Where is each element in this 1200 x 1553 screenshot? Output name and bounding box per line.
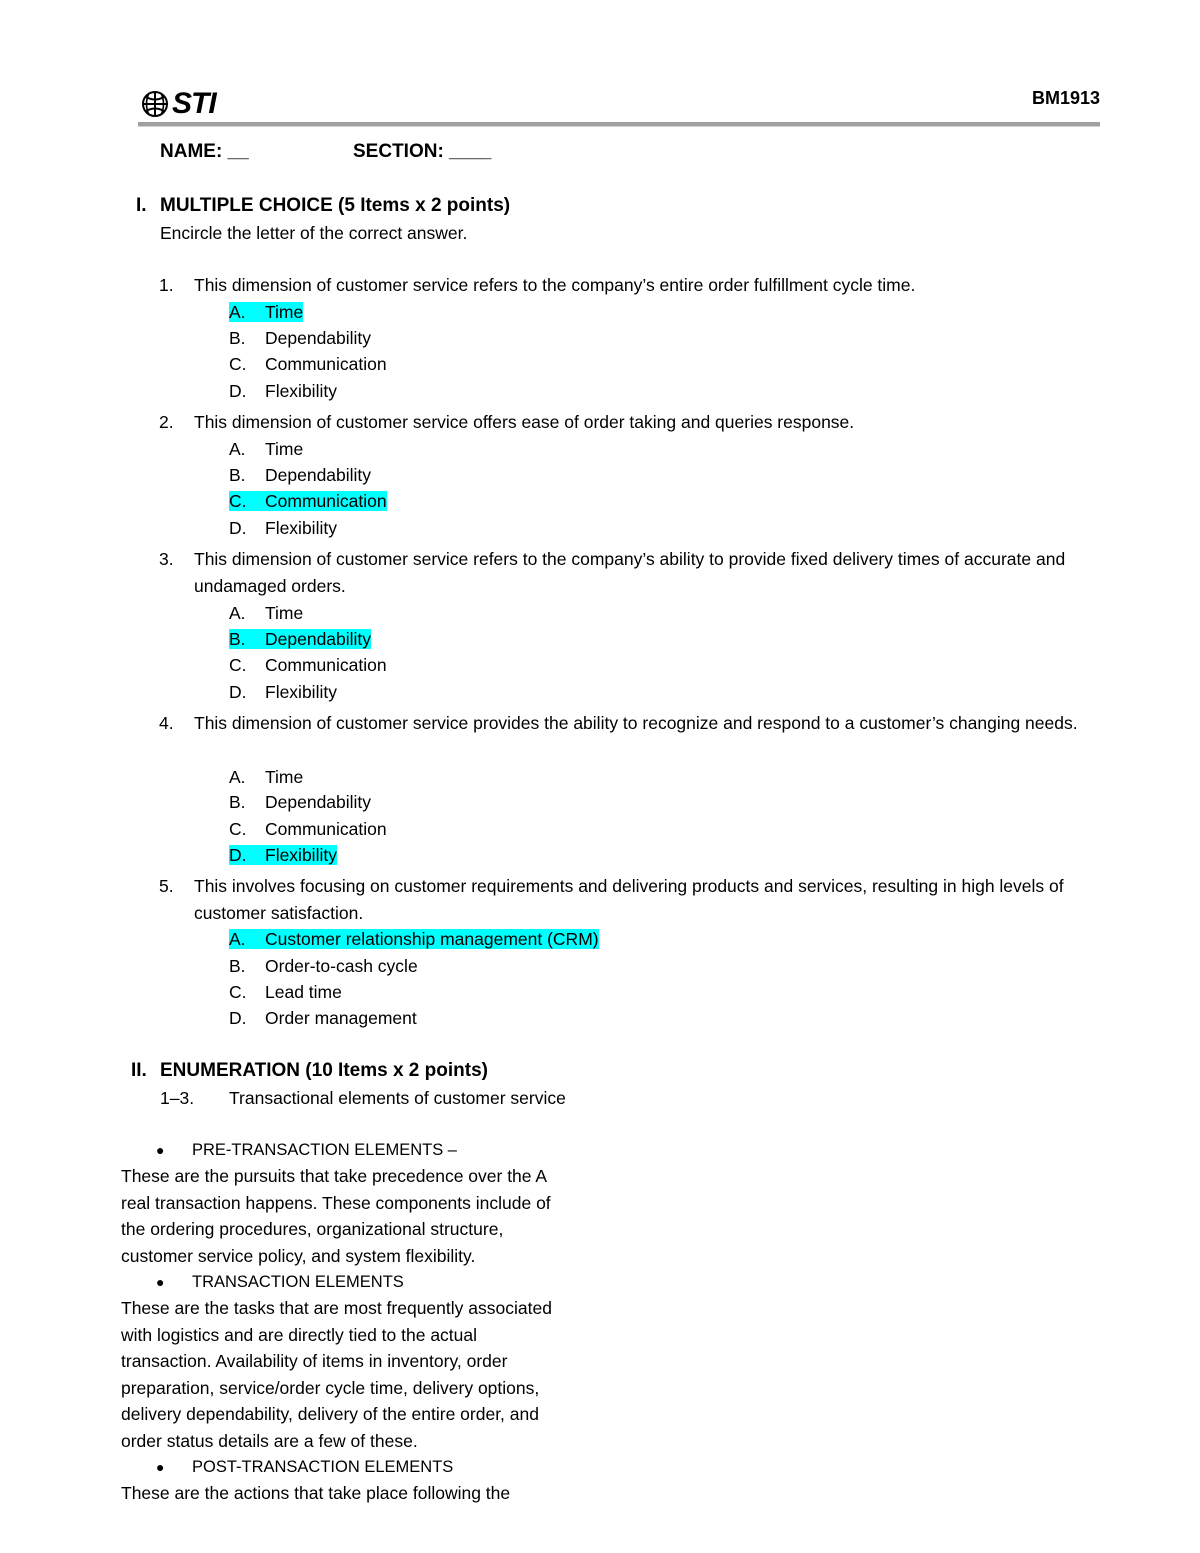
part2-title: ENUMERATION (10 Items x 2 points) (160, 1060, 488, 1081)
paragraph-line: customer service policy, and system flexibility. (121, 1245, 476, 1266)
option-letter: B. (229, 956, 246, 976)
logo-text: STI (172, 87, 216, 120)
paragraph-line: the ordering procedures, organizational structure, (121, 1219, 504, 1239)
question-4-option-a[interactable] (229, 764, 303, 791)
question-1-text: This dimension of customer service refers to the company’s entire order fulfillment cycle time. (194, 275, 916, 295)
question-1-option-d[interactable] (229, 378, 337, 405)
option-text: Flexibility (265, 682, 337, 702)
paragraph-line: These are the tasks that are most frequently associated (121, 1298, 552, 1318)
option-text: Lead time (265, 982, 342, 1002)
question-1-number: 1. (159, 275, 174, 295)
question-5-text: This involves focusing on customer requirements and delivering products and services, resulting in high levels of customer satisfaction. (194, 876, 1064, 923)
paragraph-line: order status details are a few of these. (121, 1430, 418, 1451)
option-letter: D. (229, 1008, 247, 1028)
option-letter: A. (229, 439, 246, 459)
option-letter: D. (229, 518, 247, 538)
post-transaction-label: POST-TRANSACTION ELEMENTS (192, 1458, 454, 1476)
question-2-option-d[interactable] (229, 515, 337, 542)
question-4-text: This dimension of customer service provides the ability to recognize and respond to a customer’s changing needs. (194, 713, 1078, 733)
option-letter: D. (229, 682, 247, 702)
option-letter: B. (229, 629, 246, 649)
paragraph-line: real transaction happens. These components include of (121, 1192, 551, 1213)
option-letter: D. (229, 381, 247, 401)
header-divider (138, 122, 1100, 127)
question-5-option-b[interactable] (229, 953, 418, 980)
document-code: BM1913 (1031, 88, 1100, 108)
option-text: Dependability (265, 629, 372, 649)
option-text: Customer relationship management (CRM) (265, 929, 599, 949)
option-letter: A. (229, 767, 246, 787)
bullet-icon: ● (156, 1142, 165, 1158)
question-4-number: 4. (159, 713, 174, 733)
option-letter: C. (229, 819, 247, 839)
question-4-option-b[interactable] (229, 789, 371, 816)
option-letter: C. (229, 491, 247, 511)
option-text: Flexibility (265, 381, 337, 401)
option-letter: C. (229, 982, 247, 1002)
option-letter: B. (229, 792, 246, 812)
question-5-number: 5. (159, 876, 174, 896)
paragraph-line: preparation, service/order cycle time, delivery options, (121, 1377, 540, 1398)
question-4-option-c[interactable] (229, 816, 387, 843)
document-header (138, 84, 1100, 126)
question-2-option-c[interactable] (229, 488, 387, 515)
option-text: Order management (265, 1008, 417, 1028)
transaction-description (121, 1295, 611, 1454)
pre-transaction-description (121, 1163, 611, 1269)
option-text: Time (265, 302, 304, 322)
pre-transaction-label: PRE-TRANSACTION ELEMENTS – (192, 1141, 457, 1159)
paragraph-line: with logistics and are directly tied to the actual (121, 1324, 478, 1345)
question-1-option-a[interactable] (229, 299, 303, 326)
option-text: Communication (265, 354, 387, 374)
bullet-icon: ● (156, 1274, 165, 1290)
option-letter: C. (229, 655, 247, 675)
question-2-text: This dimension of customer service offers ease of order taking and queries response. (194, 412, 855, 432)
question-1-option-c[interactable] (229, 351, 387, 378)
paragraph-line: delivery dependability, delivery of the entire order, and (121, 1404, 539, 1424)
question-3-option-b[interactable] (229, 626, 371, 653)
option-text: Flexibility (265, 845, 337, 865)
paragraph-line: These are the pursuits that take precedence over the A (121, 1166, 548, 1186)
question-3-number: 3. (159, 549, 174, 569)
question-2-number: 2. (159, 412, 174, 432)
option-letter: B. (229, 465, 246, 485)
sti-logo (140, 86, 216, 122)
option-letter: A. (229, 929, 246, 949)
part2-item-range: 1–3. (160, 1088, 195, 1108)
globe-icon (140, 89, 170, 119)
paragraph-line: These are the actions that take place following the (121, 1483, 511, 1503)
question-3-option-c[interactable] (229, 652, 387, 679)
question-4-option-d[interactable] (229, 842, 337, 869)
question-5-option-a[interactable] (229, 926, 599, 953)
option-text: Communication (265, 819, 387, 839)
option-text: Time (265, 439, 304, 459)
post-transaction-description (121, 1480, 611, 1507)
option-letter: B. (229, 328, 246, 348)
option-letter: D. (229, 845, 247, 865)
question-2-option-a[interactable] (229, 436, 303, 463)
question-3-text: This dimension of customer service refers to the company’s ability to provide fixed delivery times of accurate and undamaged orders. (194, 549, 1066, 596)
option-text: Time (265, 603, 304, 623)
option-text: Communication (265, 491, 387, 511)
question-5-option-d[interactable] (229, 1005, 417, 1032)
option-text: Order-to-cash cycle (265, 956, 418, 976)
option-text: Dependability (265, 792, 372, 812)
option-letter: A. (229, 302, 246, 322)
name-field-label: NAME: __ (160, 141, 249, 162)
bullet-icon: ● (156, 1459, 165, 1475)
option-text: Dependability (265, 328, 372, 348)
option-text: Communication (265, 655, 387, 675)
part1-title: MULTIPLE CHOICE (5 Items x 2 points) (160, 195, 511, 216)
part1-numeral: I. (136, 195, 147, 216)
option-letter: A. (229, 603, 246, 623)
question-2-option-b[interactable] (229, 462, 371, 489)
transaction-label: TRANSACTION ELEMENTS (192, 1273, 404, 1291)
part1-instruction: Encircle the letter of the correct answer. (160, 223, 468, 243)
question-1-option-b[interactable] (229, 325, 371, 352)
part2-item-text: Transactional elements of customer service (229, 1088, 566, 1108)
option-letter: C. (229, 354, 247, 374)
part2-numeral: II. (131, 1060, 147, 1081)
option-text: Time (265, 767, 304, 787)
paragraph-line: transaction. Availability of items in inventory, order (121, 1351, 508, 1371)
section-field-label: SECTION: ____ (353, 141, 492, 162)
question-5-option-c[interactable] (229, 979, 342, 1006)
question-3-option-a[interactable] (229, 600, 303, 627)
question-3-option-d[interactable] (229, 679, 337, 706)
option-text: Dependability (265, 465, 372, 485)
option-text: Flexibility (265, 518, 337, 538)
